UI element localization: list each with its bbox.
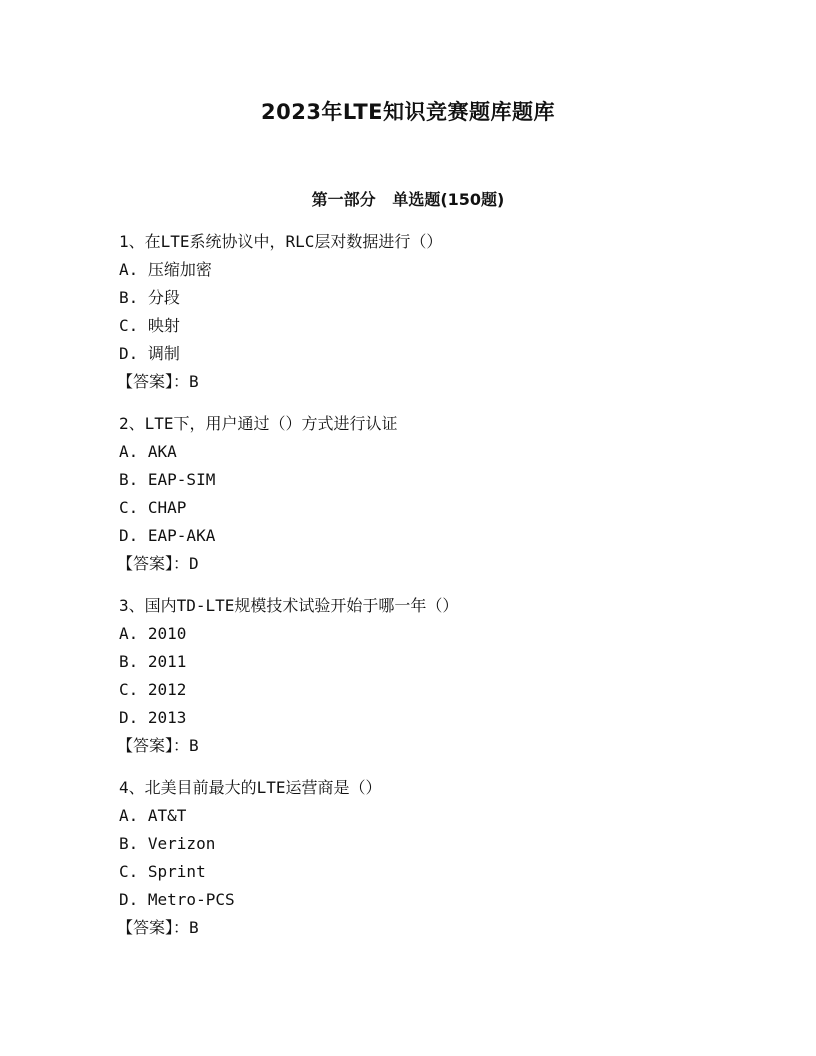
option-d: D. 2013: [119, 708, 187, 727]
option-d: D. 调制: [119, 344, 180, 363]
question-list: [119, 228, 739, 956]
question-stem: 1、在LTE系统协议中，RLC层对数据进行（）: [119, 232, 443, 251]
question-stem: 2、LTE下，用户通过（）方式进行认证: [119, 414, 398, 433]
option-c: C. Sprint: [119, 862, 206, 881]
option-a: A. AKA: [119, 442, 177, 461]
option-a: A. 压缩加密: [119, 260, 212, 279]
section-title: 第一部分 单选题(150题): [311, 190, 505, 209]
option-b: B. 分段: [119, 288, 180, 307]
option-b: B. 2011: [119, 652, 187, 671]
document-title: 2023年LTE知识竞赛题库题库: [260, 100, 556, 124]
answer-line: 【答案】：B: [117, 918, 199, 937]
question-1: [119, 228, 739, 396]
question-stem: 3、国内TD-LTE规模技术试验开始于哪一年（）: [119, 596, 459, 615]
option-a: A. AT&T: [119, 806, 187, 825]
option-d: D. Metro-PCS: [119, 890, 235, 909]
question-stem: 4、北美目前最大的LTE运营商是（）: [119, 778, 382, 797]
option-d: D. EAP-AKA: [119, 526, 216, 545]
option-c: C. 映射: [119, 316, 180, 335]
question-3: [119, 592, 739, 760]
option-b: B. Verizon: [119, 834, 216, 853]
question-2: [119, 410, 739, 578]
option-c: C. 2012: [119, 680, 187, 699]
answer-line: 【答案】：B: [117, 736, 199, 755]
option-b: B. EAP-SIM: [119, 470, 216, 489]
option-c: C. CHAP: [119, 498, 187, 517]
option-a: A. 2010: [119, 624, 187, 643]
answer-line: 【答案】：D: [117, 554, 199, 573]
answer-line: 【答案】：B: [117, 372, 199, 391]
question-4: [119, 774, 739, 942]
